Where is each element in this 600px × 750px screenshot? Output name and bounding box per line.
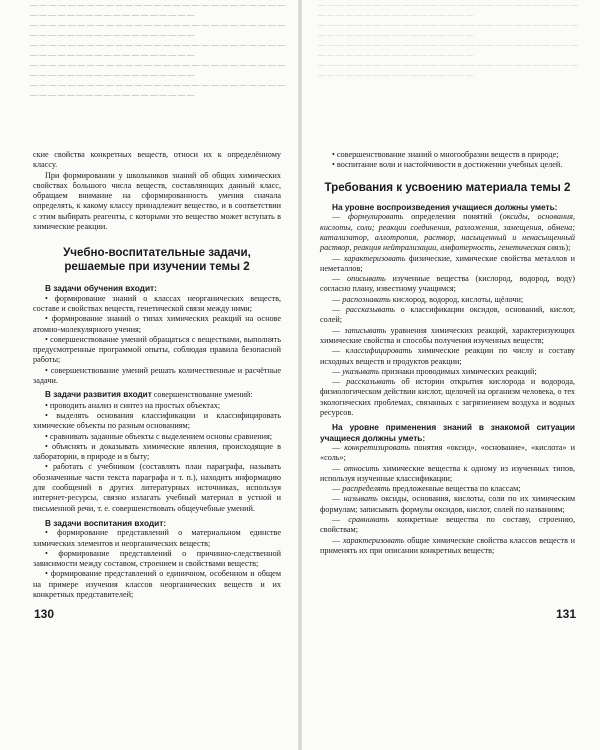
left-column (33, 150, 281, 600)
requirement-text: о классификации оксидов, оснований, кислот, солей; (320, 305, 576, 325)
reproduction-level-list (320, 212, 575, 418)
section-heading-tasks: Учебно-воспитательные задачи, решаемые при изучении темы 2 (63, 246, 251, 273)
top-scan-bleed (30, 0, 285, 105)
requirement-text: кислород, водород, кислоты, щёлочи; (390, 294, 524, 304)
list-item: — классифицировать химические реакции по числу и составу исходных веществ и продуктов реакции; (320, 346, 576, 366)
faded-text: — — — — — — — — — — — — — — — — — — — — — — — — — — — — — — — — — — — — — — — — — — — — — (30, 80, 285, 99)
page-number: 131 (555, 607, 576, 621)
list-item: — характеризовать общие химические свойства классов веществ и применять их при описании конкретных веществ; (320, 535, 575, 555)
top-scan-bleed (318, 0, 578, 105)
list-item: — распределять предложенные вещества по классам; (332, 484, 521, 494)
list-item: • сравнивать заданные объекты с выделением основы сравнения; (45, 431, 273, 441)
requirement-verb: формулировать (348, 212, 404, 222)
requirement-text: конкретные вещества по составу, строению, свойствам; (320, 515, 575, 535)
requirement-verb: распределять (342, 484, 391, 494)
requirement-verb: указывать (342, 366, 380, 376)
left-page (0, 0, 298, 750)
requirement-text: об истории открытия кислорода и водорода, физиологическом действии кислот, щелочей на организм человека, о тех экологических проблемах, связанных с загрязнением воздуха и водных ресурсов. (320, 377, 576, 418)
requirement-end: ); (565, 243, 571, 253)
list-item: • совершенствование умений обращаться с веществами, выполнять предусмотренные программой опыты, соблюдая правила безопасной работы; (33, 334, 281, 365)
requirement-text: предложенные вещества по классам; (390, 484, 521, 494)
development-rest: совершенствование умений: (151, 390, 253, 400)
list-item: — рассказывать о классификации оксидов, оснований, кислот, солей; (320, 305, 576, 325)
list-item: — распознавать кислород, водород, кислоты, щёлочи; (332, 294, 524, 304)
list-item: • формирование знаний о типах химических реакций на основе атомно-молекулярного учения; (33, 314, 281, 334)
list-item: • выделять основания классификации и классифицировать химические объекты по разным основаниям; (33, 410, 281, 431)
list-item: • формирование представлений о причинно-следственной зависимости между составом, строением и свойствами веществ; (33, 548, 281, 569)
requirement-text: оксиды, основания, кислоты, соли по их химическим формулам; записывать формулы оксидов, кислот, солей по названиям; (320, 494, 576, 514)
requirement-text: химические реакции по числу и составу исходных веществ и продуктов реакции; (320, 346, 576, 366)
list-item: • совершенствование знаний о многообразии веществ в природе; (332, 150, 559, 159)
section-heading-requirements: Требования к усвоению материала темы 2 (324, 180, 571, 194)
list-item: • совершенствование умений решать количественные и расчётные задачи. (33, 365, 281, 386)
requirement-verb: описывать (347, 274, 386, 284)
development-tasks-title (33, 390, 281, 400)
list-item: — формулировать определения понятий (оксиды, основания, кислоты, соли; реакции соединения, разложения, замещения, обмена; катализатор, аллотропия, раствор, насыщенный и ненасыщенный раствор, реакция нейтрализации, амфотерность, генетическая связь); (320, 212, 576, 253)
requirement-text: понятия «оксид», «основание», «кислота» и «соль»; (320, 442, 576, 463)
requirement-text: общие химические свойства классов веществ и применять их при описании конкретных веществ; (320, 535, 575, 555)
requirement-verb: характеризовать (343, 253, 406, 263)
faded-text: — — — — — — — — — — — — — — — — — — — — — — — — — — — — — — — — — — — — — — — — — — — — — (318, 60, 578, 79)
requirement-verb: относить (343, 463, 380, 473)
list-item: — рассказывать об истории открытия кислорода и водорода, физиологическом действии кислот, щелочей на организм человека, о тех экологических проблемах, связанных с загрязнением воздуха и водных ресурсов. (320, 377, 576, 418)
faded-text: — — — — — — — — — — — — — — — — — — — — — — — — — — — — — — — — — — — — — — — — — — — — — (318, 40, 578, 59)
list-item: — называть оксиды, основания, кислоты, соли по их химическим формулам; записывать формулы оксидов, кислот, солей по названиям; (320, 494, 576, 514)
right-column (320, 150, 575, 556)
learning-tasks-title: В задачи обучения входит: (45, 283, 157, 294)
list-item: — характеризовать физические, химические свойства металлов и неметаллов; (320, 253, 576, 273)
requirement-text: уравнения химических реакций, характеризующих химические свойства и способы получения изученных веществ; (320, 325, 575, 345)
list-item: • формирование знаний о классах неорганических веществ, составе и свойствах веществ, генетической связи между ними; (33, 293, 281, 313)
requirement-verb: рассказывать (346, 377, 396, 387)
requirement-verb: называть (343, 494, 378, 504)
requirement-text: изученные вещества (кислород, водород, воду) согласно плану, известному учащимся; (320, 274, 576, 294)
requirement-verb: распознавать (342, 294, 391, 304)
reproduction-level-title: На уровне воспроизведения учащиеся должны уметь: (332, 202, 558, 213)
requirement-verb: характеризовать (342, 535, 405, 545)
requirement-verb: конкретизировать (344, 442, 411, 452)
list-item: — записывать уравнения химических реакций, характеризующих химические свойства и способы получения изученных веществ; (320, 325, 575, 345)
page-number: 130 (34, 607, 55, 621)
list-item: • формирование представлений о материальном единстве химических элементов и неорганических веществ; (33, 528, 281, 548)
list-item: • проводить анализ и синтез на простых объектах; (45, 400, 221, 410)
right-page (302, 0, 600, 750)
list-item: — сравнивать конкретные вещества по составу, строению, свойствам; (320, 515, 575, 535)
intro-paragraph-2: При формировании у школьников знаний об общих химических свойствах большого числа веществ, составляющих данный класс, обращаем внимание на сформированность умения сначала определять, к какому классу принадлежит вещество, и в соответствии с этим выбирать реагенты, с которыми это вещество может вступать в химические реакции. (33, 170, 281, 232)
application-level-title: На уровне применения знаний в знакомой ситуации учащиеся должны уметь: (320, 422, 575, 443)
list-item: — конкретизировать понятия «оксид», «основание», «кислота» и «соль»; (320, 442, 576, 463)
list-item: • воспитание воли и настойчивости в достижении учебных целей. (332, 160, 563, 170)
faded-text: — — — — — — — — — — — — — — — — — — — — — — — — — — — — — — — — — — — — — — — — — — — — — (30, 0, 285, 19)
list-item: — описывать изученные вещества (кислород, водород, воду) согласно плану, известному учащимся; (320, 274, 576, 294)
requirement-text: химические вещества к одному из изученных типов, используя изученные классификации; (320, 463, 575, 483)
faded-text: — — — — — — — — — — — — — — — — — — — — — — — — — — — — — — — — — — — — — — — — — — — — — (30, 40, 285, 59)
requirement-terms: оксиды, основания, кислоты, соли; реакции соединения, разложения, замещения, обмена; катализатор, аллотропия, раствор, насыщенный и ненасыщенный раствор, реакция нейтрализации, амфотерность, генетическая связь (320, 212, 576, 253)
list-item: — указывать признаки проводимых химических реакций; (332, 366, 537, 376)
faded-text: — — — — — — — — — — — — — — — — — — — — — — — — — — — — — — — — — — — — — — — — — — — — — (30, 60, 285, 79)
requirement-text: признаки проводимых химических реакций; (379, 366, 537, 376)
requirement-verb: рассказывать (345, 305, 395, 315)
development-bold: В задачи развития входит (45, 390, 152, 400)
requirement-verb: классифицировать (345, 346, 413, 356)
list-item: — относить химические вещества к одному из изученных типов, используя изученные классификации; (320, 463, 575, 483)
list-item: • объяснять и доказывать химические явления, происходящие в лаборатории, в природе и в быту; (33, 441, 281, 462)
faded-text: — — — — — — — — — — — — — — — — — — — — — — — — — — — — — — — — — — — — — — — — — — — — — (30, 20, 285, 39)
faded-text: — — — — — — — — — — — — — — — — — — — — — — — — — — — — — — — — — — — — — — — — — — — — — (318, 0, 578, 19)
requirement-text: физические, химические свойства металлов и неметаллов; (320, 253, 576, 273)
list-item: • работать с учебником (составлять план параграфа, называть обозначенные части текста параграфа и т. п.), находить информацию для сообщений в других литературных источниках, используя интернет-ресурсы, связно излагать учебный материал в устной и письменной речи, т. е. совершенствовать общеучебные умений. (33, 462, 281, 513)
upbringing-tasks-title: В задачи воспитания входит: (45, 517, 167, 528)
requirement-verb: сравнивать (348, 515, 390, 524)
list-item: • формирование представлений о единичном, особенном и общем на примере изучения классов неорганических веществ и их конкретных представителей; (33, 569, 281, 599)
intro-paragraph-1: ские свойства конкретных веществ, относи их к определённому классу. (33, 150, 281, 170)
requirement-text: определения понятий ( (403, 212, 503, 222)
requirement-verb: записывать (344, 325, 387, 335)
faded-text: — — — — — — — — — — — — — — — — — — — — — — — — — — — (30, 100, 285, 105)
faded-text: — — — — — — — — — — — — — — — — — — — — — — — — — — — — — — — — — — — — — — — — — — — — — (318, 20, 578, 39)
application-level-list (320, 443, 575, 556)
